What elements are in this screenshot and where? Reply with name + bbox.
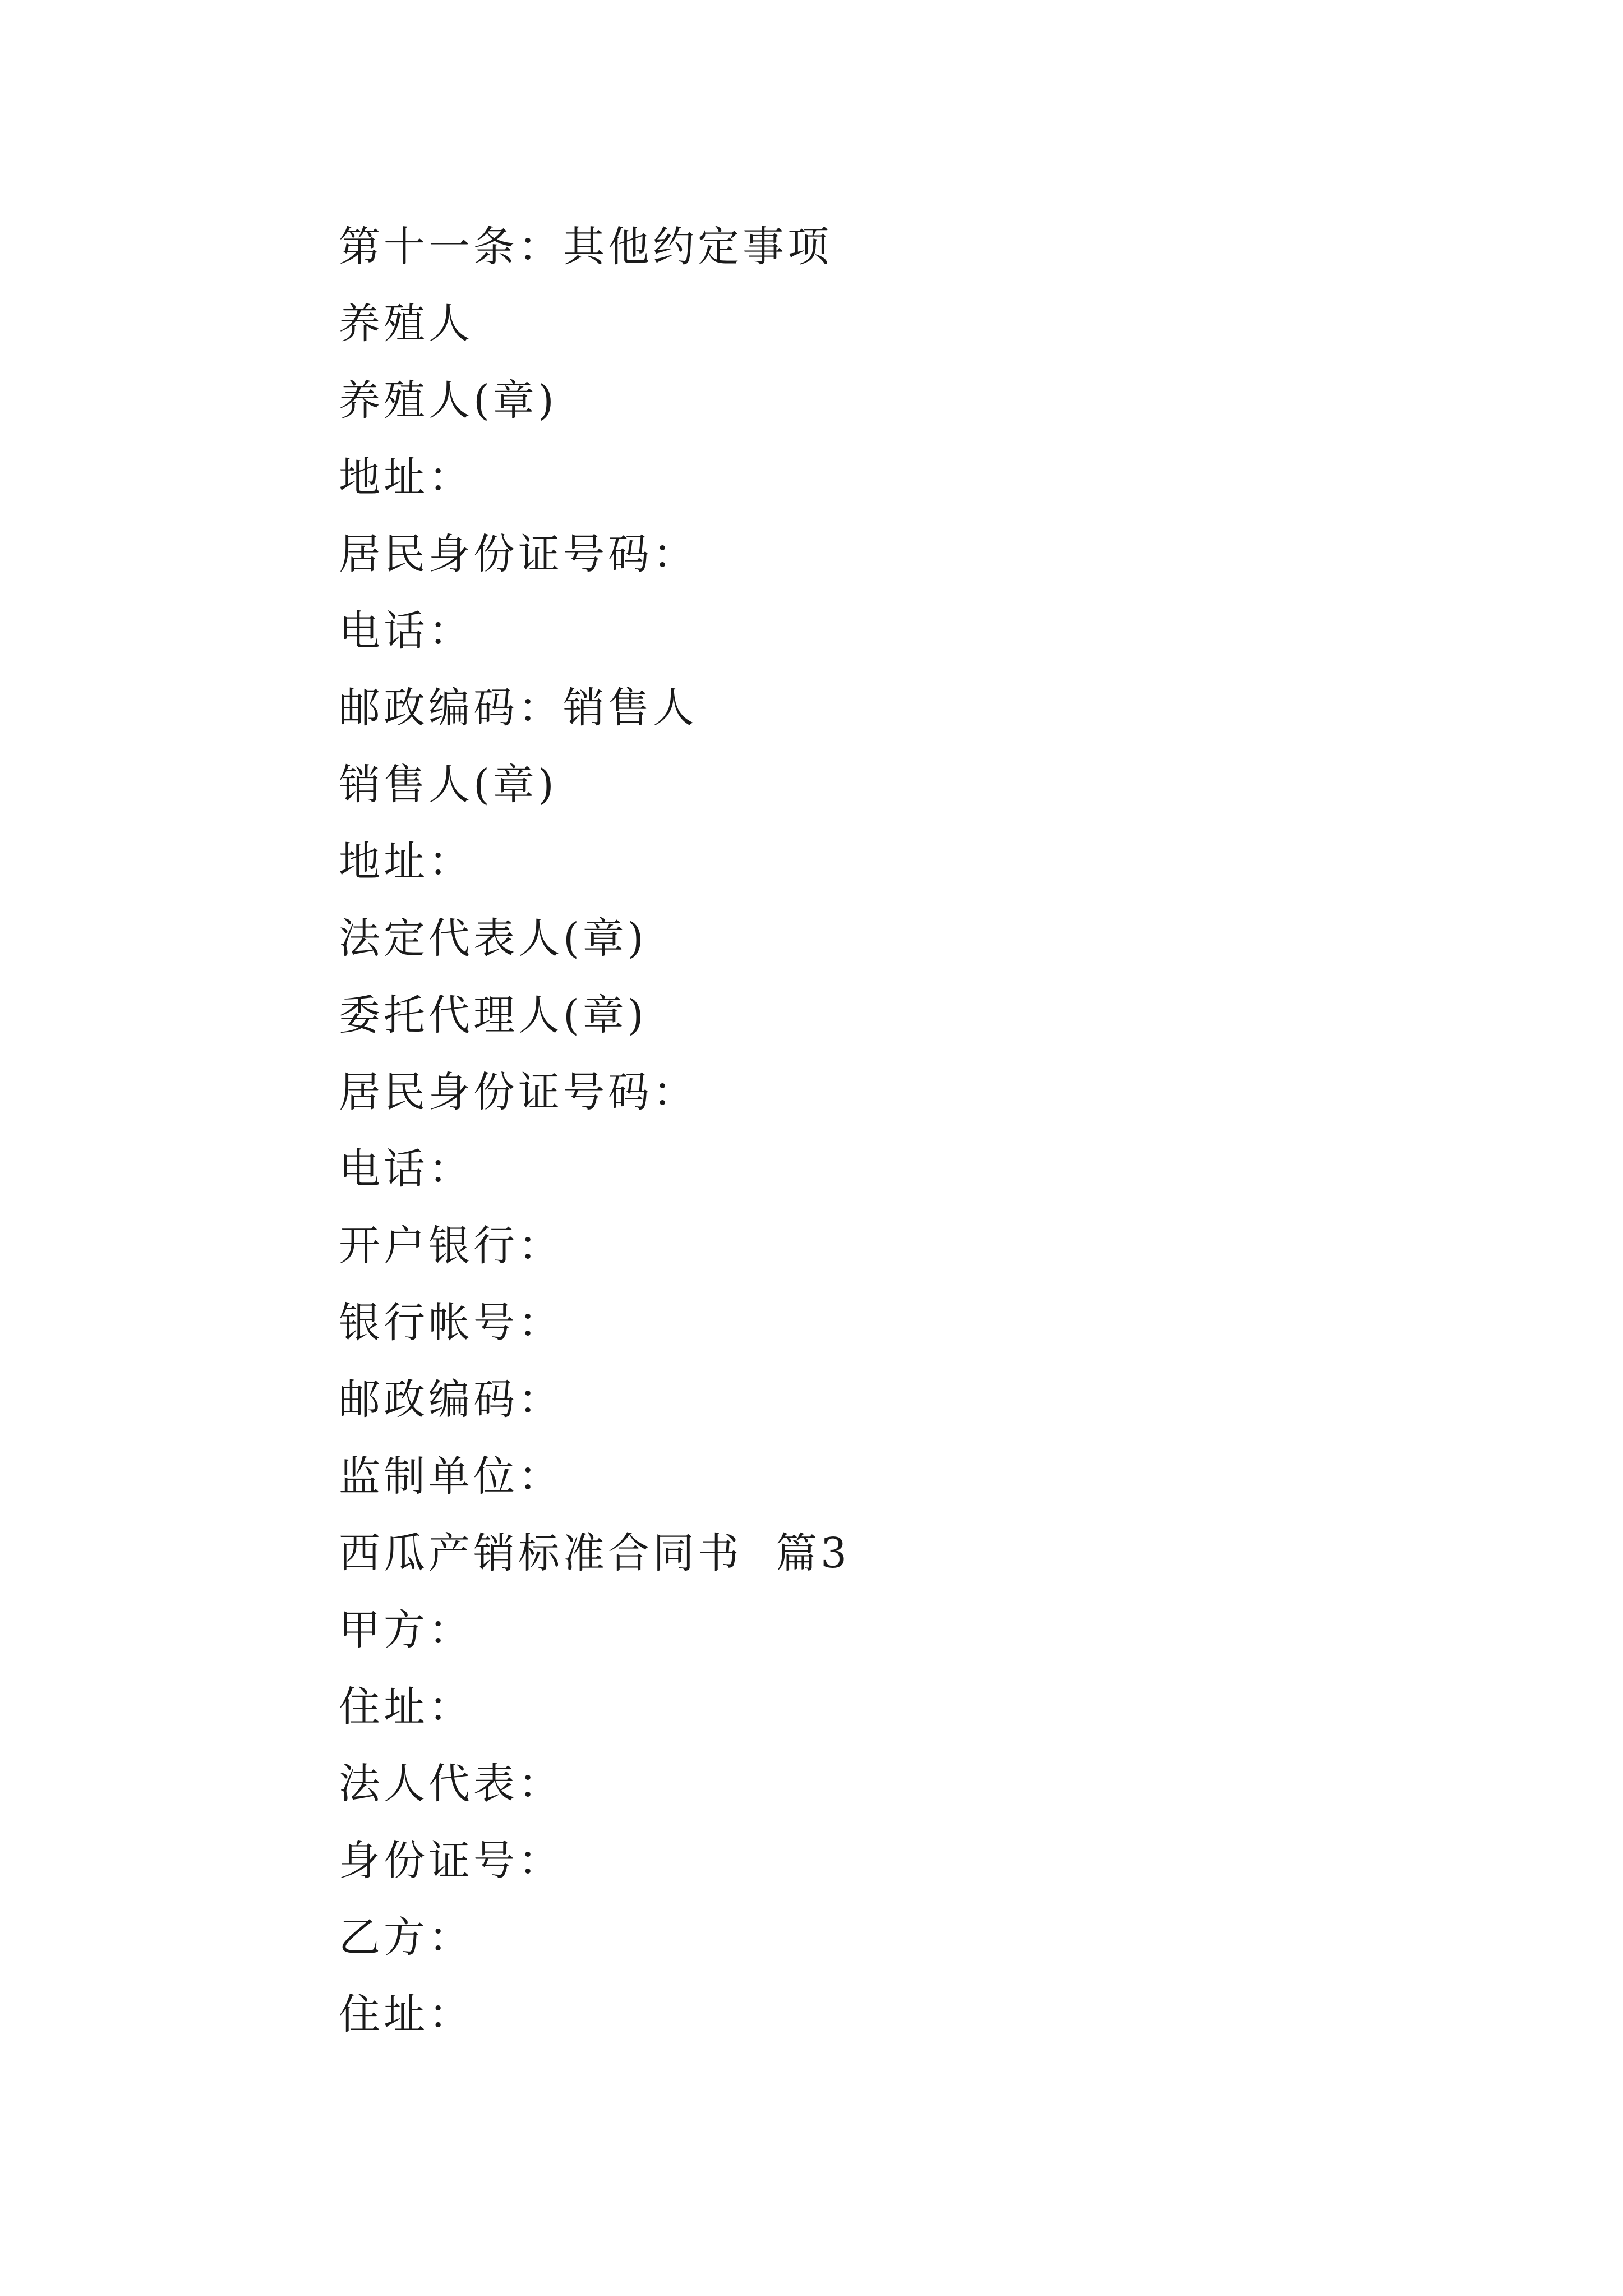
party-a-line: 甲方： (339, 1606, 473, 1654)
party-a-id-line: 身份证号： (339, 1837, 563, 1885)
document-body (339, 209, 850, 2053)
party-a-legal-rep-line: 法人代表： (339, 1760, 563, 1808)
breeder-address-line: 地址： (339, 453, 473, 501)
contract-3-title: 西瓜产销标准合同书 篇3 (339, 1529, 851, 1577)
party-b-line: 乙方： (339, 1913, 473, 1962)
seller-postcode-line: 邮政编码： (339, 1375, 563, 1424)
bank-account-line: 银行帐号： (339, 1299, 563, 1347)
seller-phone-line: 电话： (339, 1145, 473, 1193)
seller-id-number-line: 居民身份证号码： (339, 1068, 698, 1116)
breeder-heading: 养殖人 (339, 300, 473, 348)
clause-11-heading: 第十一条：其他约定事项 (339, 223, 832, 271)
party-b-address-line: 住址： (339, 1990, 473, 2039)
breeder-postcode-seller-line: 邮政编码：销售人 (339, 684, 698, 732)
seller-seal-line: 销售人(章) (339, 761, 557, 809)
supervising-unit-line: 监制单位： (339, 1452, 563, 1501)
seller-address-line: 地址： (339, 838, 473, 886)
bank-line: 开户银行： (339, 1222, 563, 1270)
authorized-agent-line: 委托代理人(章) (339, 991, 647, 1039)
breeder-phone-line: 电话： (339, 607, 473, 655)
breeder-seal-line: 养殖人(章) (339, 376, 557, 425)
party-a-address-line: 住址： (339, 1683, 473, 1731)
breeder-id-number-line: 居民身份证号码： (339, 530, 698, 578)
legal-representative-line: 法定代表人(章) (339, 914, 647, 963)
